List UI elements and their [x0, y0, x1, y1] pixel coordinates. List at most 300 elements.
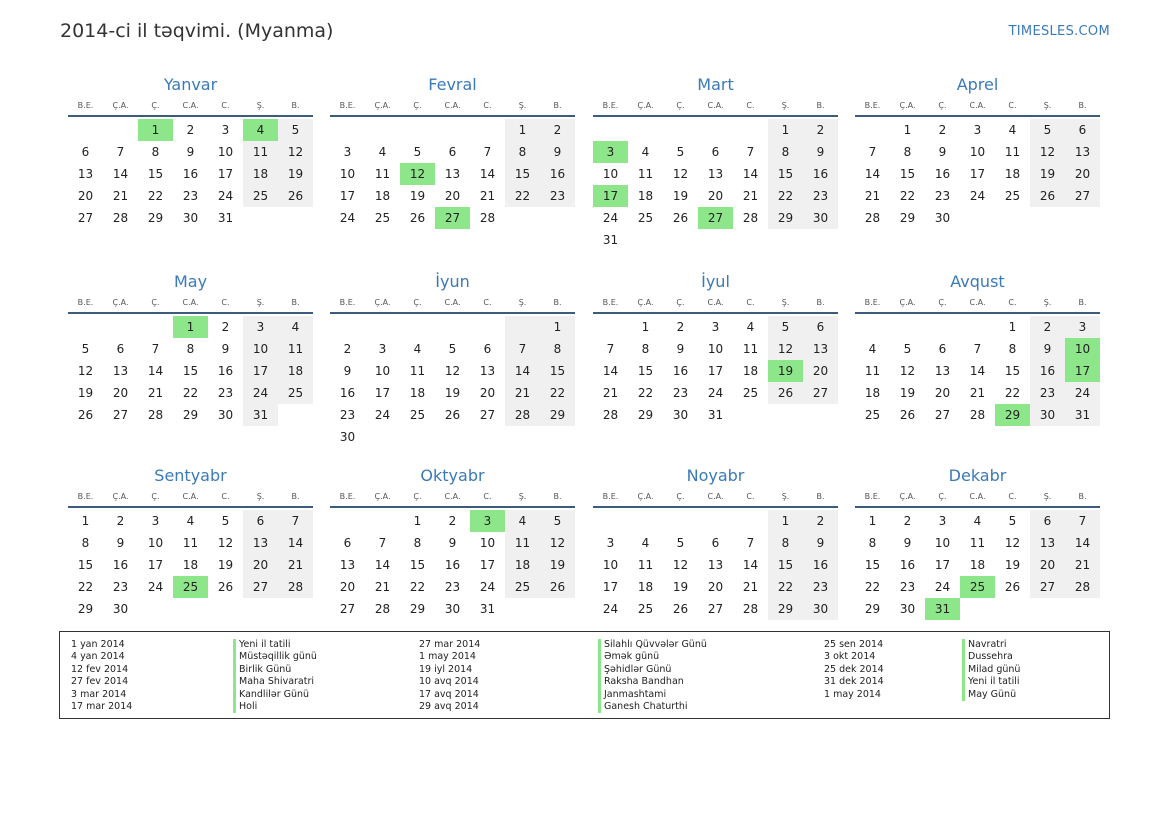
empty-cell	[593, 119, 628, 141]
day-cell: 22	[147, 189, 164, 203]
empty-cell	[628, 119, 663, 141]
day-cell: 17	[934, 558, 951, 572]
day-cell: 1	[903, 123, 912, 137]
legend-dates-3	[824, 639, 884, 701]
month-fevral	[330, 75, 575, 229]
day-cell: 29	[540, 404, 575, 426]
weekday-label: C.A.	[969, 492, 986, 501]
day-cell: 11	[742, 342, 759, 356]
day-cell: 1	[505, 119, 540, 141]
month-name: Sentyabr	[154, 466, 227, 485]
day-cell: 27	[1030, 576, 1065, 598]
empty-cell	[365, 119, 400, 141]
day-cell: 22	[637, 386, 654, 400]
day-cell: 4	[868, 342, 877, 356]
weekday-label: C.	[483, 492, 492, 501]
day-cell: 21	[147, 386, 164, 400]
holiday-day-cell: 3	[470, 510, 505, 532]
empty-cell	[663, 510, 698, 532]
day-cell: 26	[899, 408, 916, 422]
day-cell: 30	[217, 408, 234, 422]
empty-cell	[68, 119, 103, 141]
month-avqust	[855, 272, 1100, 426]
day-cell: 6	[116, 342, 125, 356]
day-cell: 7	[1065, 510, 1100, 532]
legend-entry: 10 avq 2014	[419, 676, 479, 688]
day-cell: 12	[672, 167, 689, 181]
weekday-label: B.E.	[864, 298, 881, 307]
day-cell: 25	[374, 211, 391, 225]
legend-entry: 1 may 2014	[824, 688, 881, 700]
day-cell: 11	[637, 558, 654, 572]
legend-entry: Əmək günü	[598, 651, 707, 663]
empty-cell	[890, 316, 925, 338]
empty-cell	[855, 316, 890, 338]
day-cell: 19	[409, 189, 426, 203]
weekday-label: C.	[746, 298, 755, 307]
weekday-label: B.E.	[339, 101, 356, 110]
day-cell: 27	[243, 576, 278, 598]
day-cell: 29	[147, 211, 164, 225]
legend-entry: Kandlilər Günü	[233, 689, 317, 701]
day-cell: 18	[637, 189, 654, 203]
day-cell: 11	[637, 167, 654, 181]
day-cell: 23	[672, 386, 689, 400]
day-cell: 31	[479, 602, 496, 616]
day-cell: 23	[803, 185, 838, 207]
day-cell: 13	[243, 532, 278, 554]
day-cell: 24	[374, 408, 391, 422]
day-cell: 12	[278, 141, 313, 163]
weekday-label: Ş.	[781, 298, 790, 307]
weekday-label: Ç.A.	[899, 101, 916, 110]
day-cell: 20	[339, 580, 356, 594]
month-oktyabr	[330, 466, 575, 620]
empty-cell	[138, 316, 173, 338]
day-cell: 10	[934, 536, 951, 550]
day-grid	[593, 510, 838, 620]
day-cell: 4	[973, 514, 982, 528]
day-cell: 18	[409, 386, 426, 400]
weekday-label: Ş.	[518, 492, 527, 501]
day-cell: 2	[803, 119, 838, 141]
day-cell: 27	[479, 408, 496, 422]
weekday-label: B.	[816, 101, 825, 110]
legend-entry: Ganesh Chaturthi	[598, 701, 707, 713]
day-cell: 8	[81, 536, 90, 550]
legend-dates-2	[419, 639, 480, 713]
weekday-label: B.E.	[339, 298, 356, 307]
day-cell: 16	[217, 364, 234, 378]
day-cell: 25	[1004, 189, 1021, 203]
day-cell: 10	[217, 145, 234, 159]
weekday-label: C.A.	[969, 298, 986, 307]
day-cell: 20	[479, 386, 496, 400]
legend-entry: May Günü	[962, 689, 1020, 701]
day-cell: 26	[1030, 185, 1065, 207]
day-cell: 12	[217, 536, 234, 550]
day-cell: 16	[803, 554, 838, 576]
weekday-label: B.	[1078, 492, 1087, 501]
day-cell: 23	[112, 580, 129, 594]
weekday-label: C.A.	[707, 101, 724, 110]
month-name: Oktyabr	[420, 466, 485, 485]
day-cell: 27	[112, 408, 129, 422]
month-name: İyun	[435, 272, 470, 291]
weekday-label: Ş.	[256, 101, 265, 110]
empty-cell	[593, 510, 628, 532]
legend-entry: 29 avq 2014	[419, 700, 479, 712]
day-cell: 5	[676, 536, 685, 550]
weekday-label: B.E.	[339, 492, 356, 501]
legend-entry: Şəhidlər Günü	[598, 664, 707, 676]
day-cell: 8	[641, 342, 650, 356]
day-cell: 22	[182, 386, 199, 400]
day-cell: 16	[339, 386, 356, 400]
day-cell: 1	[540, 316, 575, 338]
day-cell: 14	[602, 364, 619, 378]
day-cell: 12	[444, 364, 461, 378]
day-cell: 10	[969, 145, 986, 159]
day-cell: 21	[742, 580, 759, 594]
day-cell: 13	[112, 364, 129, 378]
month-name: Avqust	[950, 272, 1005, 291]
weekday-label: Ş.	[518, 101, 527, 110]
legend-entry: Birlik Günü	[233, 664, 317, 676]
day-cell: 14	[278, 532, 313, 554]
day-cell: 4	[413, 342, 422, 356]
day-cell: 25	[505, 576, 540, 598]
day-cell: 24	[243, 382, 278, 404]
weekday-label: B.	[291, 492, 300, 501]
day-cell: 16	[1030, 360, 1065, 382]
day-cell: 13	[444, 167, 461, 181]
day-cell: 2	[186, 123, 195, 137]
day-cell: 23	[803, 576, 838, 598]
day-cell: 12	[1004, 536, 1021, 550]
weekday-label: Ç.A.	[112, 101, 129, 110]
day-grid	[330, 119, 575, 229]
day-cell: 25	[742, 386, 759, 400]
weekday-label: C.	[221, 101, 230, 110]
day-cell: 14	[112, 167, 129, 181]
day-cell: 20	[803, 360, 838, 382]
day-cell: 9	[903, 536, 912, 550]
empty-cell	[435, 316, 470, 338]
weekday-label: Ç.A.	[637, 298, 654, 307]
day-cell: 20	[934, 386, 951, 400]
day-cell: 4	[378, 145, 387, 159]
day-cell: 15	[77, 558, 94, 572]
weekday-label: Ş.	[256, 298, 265, 307]
empty-cell	[470, 316, 505, 338]
empty-cell	[400, 316, 435, 338]
empty-cell	[698, 119, 733, 141]
weekday-label: B.E.	[77, 492, 94, 501]
day-cell: 26	[672, 211, 689, 225]
legend-entry: 27 fev 2014	[71, 676, 129, 688]
day-cell: 19	[444, 386, 461, 400]
day-cell: 5	[278, 119, 313, 141]
day-cell: 14	[864, 167, 881, 181]
day-cell: 9	[116, 536, 125, 550]
day-cell: 20	[112, 386, 129, 400]
day-cell: 31	[1065, 404, 1100, 426]
empty-cell	[330, 119, 365, 141]
day-cell: 8	[186, 342, 195, 356]
holiday-day-cell: 25	[960, 576, 995, 598]
day-cell: 24	[707, 386, 724, 400]
day-cell: 26	[672, 602, 689, 616]
day-cell: 24	[602, 602, 619, 616]
day-cell: 23	[444, 580, 461, 594]
weekday-label: C.	[746, 101, 755, 110]
day-grid	[330, 510, 575, 620]
day-cell: 9	[221, 342, 230, 356]
day-cell: 28	[1065, 576, 1100, 598]
legend-entry: Silahlı Qüvvələr Günü	[598, 639, 707, 651]
day-cell: 2	[676, 320, 685, 334]
weekday-header	[593, 490, 838, 508]
day-cell: 27	[339, 602, 356, 616]
day-cell: 18	[1004, 167, 1021, 181]
day-cell: 11	[864, 364, 881, 378]
legend-entry: 3 mar 2014	[71, 688, 127, 700]
weekday-label: C.	[746, 492, 755, 501]
weekday-label: Ş.	[1043, 298, 1052, 307]
empty-cell	[400, 119, 435, 141]
day-cell: 18	[864, 386, 881, 400]
day-cell: 26	[217, 580, 234, 594]
day-cell: 27	[77, 211, 94, 225]
day-cell: 20	[707, 189, 724, 203]
weekday-label: B.	[553, 298, 562, 307]
day-cell: 1	[768, 119, 803, 141]
weekday-label: C.A.	[182, 101, 199, 110]
weekday-label: Ş.	[1043, 492, 1052, 501]
weekday-label: Ç.	[676, 298, 685, 307]
day-cell: 11	[243, 141, 278, 163]
day-grid	[68, 119, 313, 229]
day-cell: 17	[147, 558, 164, 572]
month-name: Yanvar	[163, 75, 218, 94]
day-cell: 16	[803, 163, 838, 185]
day-cell: 12	[77, 364, 94, 378]
day-cell: 2	[903, 514, 912, 528]
day-cell: 11	[374, 167, 391, 181]
day-cell: 15	[1004, 364, 1021, 378]
day-cell: 18	[182, 558, 199, 572]
month-yanvar	[68, 75, 313, 229]
day-cell: 5	[221, 514, 230, 528]
weekday-label: Ç.	[151, 492, 160, 501]
weekday-label: B.	[553, 101, 562, 110]
day-cell: 13	[479, 364, 496, 378]
day-cell: 10	[147, 536, 164, 550]
day-cell: 3	[221, 123, 230, 137]
day-cell: 10	[602, 167, 619, 181]
day-cell: 11	[409, 364, 426, 378]
day-cell: 21	[864, 189, 881, 203]
day-grid	[855, 510, 1100, 620]
weekday-label: Ç.A.	[112, 298, 129, 307]
day-cell: 9	[803, 141, 838, 163]
day-cell: 8	[903, 145, 912, 159]
weekday-label: C.A.	[707, 298, 724, 307]
day-cell: 14	[147, 364, 164, 378]
weekday-header	[68, 99, 313, 117]
legend-entry: 17 avq 2014	[419, 688, 479, 700]
day-cell: 20	[77, 189, 94, 203]
day-cell: 6	[448, 145, 457, 159]
month-name: Fevral	[428, 75, 477, 94]
day-cell: 13	[707, 167, 724, 181]
legend-entry: 25 sen 2014	[824, 639, 884, 650]
day-cell: 6	[938, 342, 947, 356]
day-cell: 29	[409, 602, 426, 616]
legend-entry: Raksha Bandhan	[598, 676, 707, 688]
weekday-label: Ç.	[938, 101, 947, 110]
day-cell: 24	[934, 580, 951, 594]
day-cell: 30	[672, 408, 689, 422]
day-cell: 25	[637, 602, 654, 616]
month-may	[68, 272, 313, 426]
day-cell: 28	[374, 602, 391, 616]
weekday-label: Ç.	[413, 492, 422, 501]
day-cell: 2	[116, 514, 125, 528]
weekday-label: B.	[553, 492, 562, 501]
day-cell: 26	[409, 211, 426, 225]
day-cell: 13	[1030, 532, 1065, 554]
day-cell: 28	[969, 408, 986, 422]
empty-cell	[698, 510, 733, 532]
weekday-label: B.	[1078, 298, 1087, 307]
holiday-day-cell: 27	[435, 207, 470, 229]
day-cell: 23	[1030, 382, 1065, 404]
weekday-label: Ç.A.	[637, 492, 654, 501]
month-name: Noyabr	[686, 466, 745, 485]
day-cell: 17	[339, 189, 356, 203]
day-cell: 27	[803, 382, 838, 404]
day-cell: 8	[151, 145, 160, 159]
day-cell: 6	[1030, 510, 1065, 532]
day-cell: 13	[803, 338, 838, 360]
day-cell: 4	[278, 316, 313, 338]
day-cell: 12	[899, 364, 916, 378]
day-grid	[68, 510, 313, 620]
day-cell: 13	[339, 558, 356, 572]
day-cell: 6	[1065, 119, 1100, 141]
day-cell: 19	[672, 580, 689, 594]
day-cell: 3	[711, 320, 720, 334]
weekday-label: B.E.	[77, 298, 94, 307]
day-cell: 14	[742, 558, 759, 572]
day-cell: 9	[343, 364, 352, 378]
weekday-label: C.A.	[444, 298, 461, 307]
weekday-label: Ç.	[413, 101, 422, 110]
day-cell: 4	[641, 536, 650, 550]
day-cell: 4	[1008, 123, 1017, 137]
day-cell: 14	[1065, 532, 1100, 554]
day-cell: 15	[768, 163, 803, 185]
day-cell: 21	[969, 386, 986, 400]
day-cell: 28	[147, 408, 164, 422]
day-cell: 17	[217, 167, 234, 181]
site-logo-text[interactable]: TIMESLES.COM	[1008, 24, 1110, 39]
day-cell: 23	[182, 189, 199, 203]
weekday-label: Ş.	[256, 492, 265, 501]
legend-entry: Müstəqillik günü	[233, 651, 317, 663]
holiday-day-cell: 29	[995, 404, 1030, 426]
day-cell: 25	[409, 408, 426, 422]
legend-names-1	[233, 639, 317, 713]
legend-entry: 27 mar 2014	[419, 639, 481, 650]
day-cell: 30	[803, 598, 838, 620]
day-cell: 30	[339, 430, 356, 444]
day-cell: 7	[278, 510, 313, 532]
day-cell: 25	[864, 408, 881, 422]
weekday-label: C.A.	[182, 298, 199, 307]
day-cell: 20	[707, 580, 724, 594]
empty-cell	[733, 119, 768, 141]
weekday-label: Ç.	[676, 101, 685, 110]
empty-cell	[628, 510, 663, 532]
weekday-label: Ç.A.	[374, 298, 391, 307]
legend-entry: 3 okt 2014	[824, 651, 876, 663]
day-cell: 28	[479, 211, 496, 225]
day-cell: 13	[1065, 141, 1100, 163]
day-cell: 19	[77, 386, 94, 400]
day-cell: 22	[768, 185, 803, 207]
day-cell: 28	[742, 602, 759, 616]
day-cell: 21	[742, 189, 759, 203]
day-cell: 28	[278, 576, 313, 598]
day-cell: 7	[378, 536, 387, 550]
day-grid	[593, 316, 838, 426]
day-cell: 1	[81, 514, 90, 528]
holiday-day-cell: 1	[173, 316, 208, 338]
weekday-label: Ç.A.	[374, 101, 391, 110]
weekday-label: Ç.	[938, 492, 947, 501]
empty-cell	[505, 316, 540, 338]
day-cell: 20	[1065, 163, 1100, 185]
weekday-label: C.A.	[444, 101, 461, 110]
weekday-label: C.A.	[707, 492, 724, 501]
day-cell: 7	[746, 145, 755, 159]
day-cell: 2	[803, 510, 838, 532]
day-cell: 8	[768, 141, 803, 163]
holiday-day-cell: 3	[593, 141, 628, 163]
day-cell: 9	[676, 342, 685, 356]
page-title: 2014-ci il təqvimi. (Myanma)	[60, 20, 334, 42]
day-cell: 7	[116, 145, 125, 159]
day-cell: 2	[343, 342, 352, 356]
day-cell: 24	[969, 189, 986, 203]
day-cell: 25	[637, 211, 654, 225]
day-cell: 17	[602, 580, 619, 594]
day-cell: 26	[77, 408, 94, 422]
day-cell: 1	[768, 510, 803, 532]
weekday-header	[593, 296, 838, 314]
day-cell: 19	[278, 163, 313, 185]
legend-entry: Navratri	[962, 639, 1020, 651]
day-cell: 22	[505, 185, 540, 207]
day-cell: 12	[768, 338, 803, 360]
legend-entry: 1 yan 2014	[71, 639, 125, 650]
day-cell: 17	[374, 386, 391, 400]
empty-cell	[68, 316, 103, 338]
day-cell: 24	[147, 580, 164, 594]
